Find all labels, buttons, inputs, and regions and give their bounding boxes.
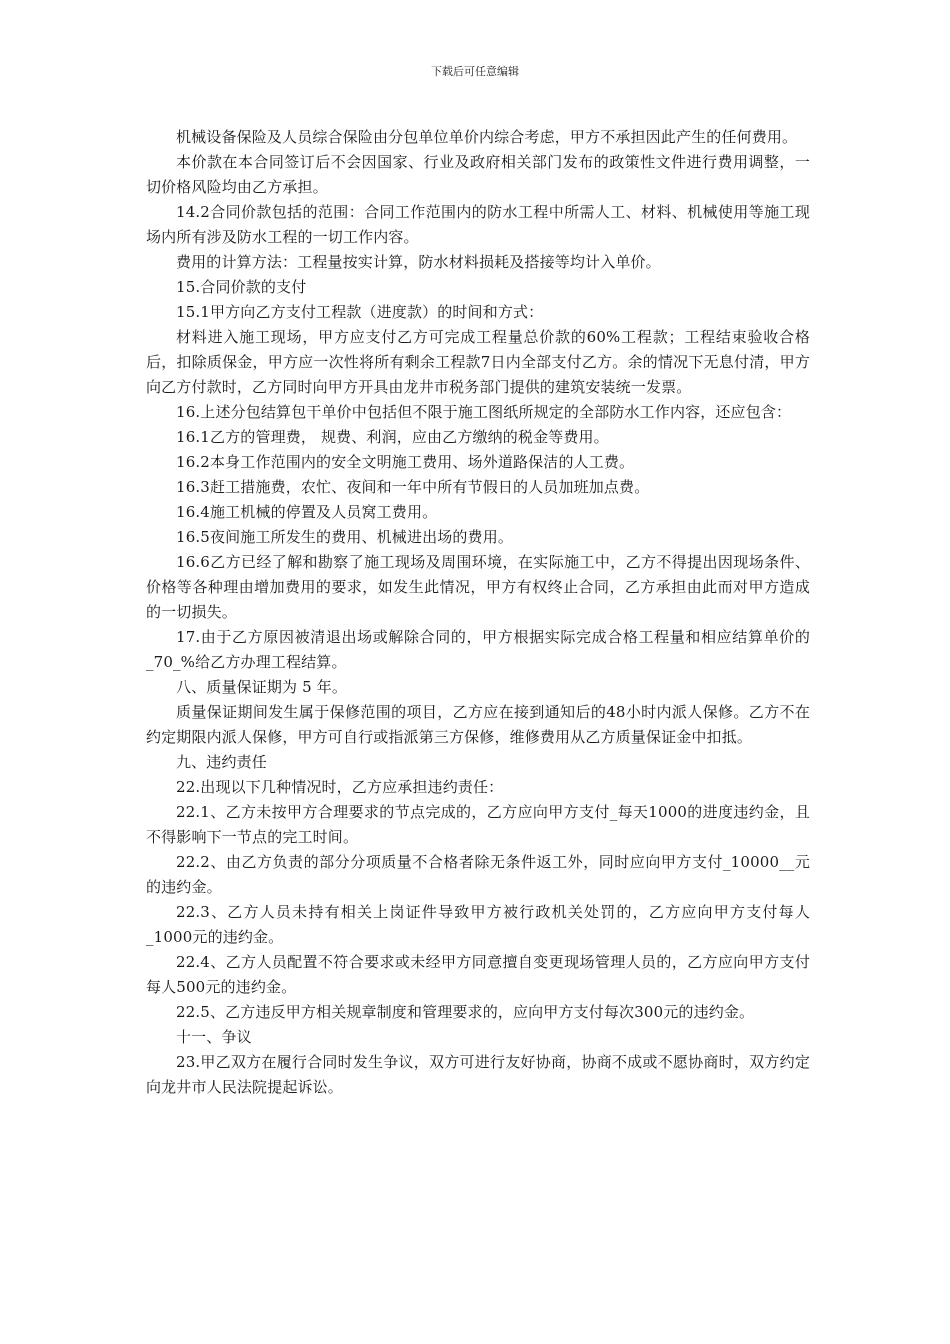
list-item: 16.1乙方的管理费， 规费、利润，应由乙方缴纳的税金等费用。: [176, 428, 609, 446]
section-heading: 九、违约责任: [176, 753, 267, 771]
list-item: 22.2、由乙方负责的部分分项质量不合格者除无条件返工外，同时应向甲方支付_10000__元的违约金。: [146, 853, 810, 896]
section-heading: 15.合同价款的支付: [176, 278, 307, 296]
paragraph: 23.甲乙双方在履行合同时发生争议，双方可进行友好协商，协商不成或不愿协商时，双方约定向龙井市人民法院提起诉讼。: [146, 1053, 810, 1096]
paragraph: 材料进入施工现场，甲方应支付乙方可完成工程量总价款的60%工程款；工程结束验收合格后，扣除质保金，甲方应一次性将所有剩余工程款7日内全部支付乙方。余的情况下无息付清，甲方向乙方付款时，乙方同时向甲方开具由龙井市税务部门提供的建筑安装统一发票。: [146, 328, 810, 396]
list-item: 22.5、乙方违反甲方相关规章制度和管理要求的，应向甲方支付每次300元的违约金。: [176, 1003, 755, 1021]
list-item: 16.6乙方已经了解和勘察了施工现场及周围环境，在实际施工中，乙方不得提出因现场条件、价格等各种理由增加费用的要求，如发生此情况，甲方有权终止合同，乙方承担由此而对甲方造成的一切损失。: [146, 553, 810, 621]
paragraph: 15.1甲方向乙方支付工程款（进度款）的时间和方式：: [176, 303, 544, 321]
paragraph: 质量保证期间发生属于保修范围的项目，乙方应在接到通知后的48小时内派人保修。乙方不在约定期限内派人保修，甲方可自行或指派第三方保修，维修费用从乙方质量保证金中扣抵。: [146, 703, 810, 746]
paragraph: 17.由于乙方原因被清退出场或解除合同的，甲方根据实际完成合格工程量和相应结算单价的_70_%给乙方办理工程结算。: [146, 628, 810, 671]
paragraph: 费用的计算方法：工程量按实计算，防水材料损耗及搭接等均计入单价。: [176, 253, 661, 271]
paragraph: 16.上述分包结算包干单价中包括但不限于施工图纸所规定的全部防水工作内容，还应包含：: [176, 403, 792, 421]
paragraph: 22.出现以下几种情况时，乙方应承担违约责任：: [176, 778, 504, 796]
document-body: [146, 125, 810, 1100]
list-item: 16.4施工机械的停置及人员窝工费用。: [176, 503, 438, 521]
paragraph: 机械设备保险及人员综合保险由分包单位单价内综合考虑，甲方不承担因此产生的任何费用。: [176, 128, 798, 146]
list-item: 16.3赶工措施费，农忙、夜间和一年中所有节假日的人员加班加点费。: [176, 478, 650, 496]
paragraph: 本价款在本合同签订后不会因国家、行业及政府相关部门发布的政策性文件进行费用调整，一切价格风险均由乙方承担。: [146, 153, 810, 196]
list-item: 22.4、乙方人员配置不符合要求或未经甲方同意擅自变更现场管理人员的，乙方应向甲方支付每人500元的违约金。: [146, 953, 810, 996]
list-item: 22.1、乙方未按甲方合理要求的节点完成的，乙方应向甲方支付_每天1000的进度违约金，且不得影响下一节点的完工时间。: [146, 803, 810, 846]
list-item: 22.3、乙方人员未持有相关上岗证件导致甲方被行政机关处罚的，乙方应向甲方支付每人_1000元的违约金。: [146, 903, 810, 946]
paragraph: 14.2合同价款包括的范围：合同工作范围内的防水工程中所需人工、材料、机械使用等施工现场内所有涉及防水工程的一切工作内容。: [146, 203, 810, 246]
list-item: 16.5夜间施工所发生的费用、机械进出场的费用。: [176, 528, 514, 546]
section-heading: 十一、争议: [176, 1028, 252, 1046]
list-item: 16.2本身工作范围内的安全文明施工费用、场外道路保洁的人工费。: [176, 453, 635, 471]
page-header-note: 下载后可任意编辑: [431, 65, 519, 78]
section-heading: 八、质量保证期为 5 年。: [176, 678, 348, 696]
